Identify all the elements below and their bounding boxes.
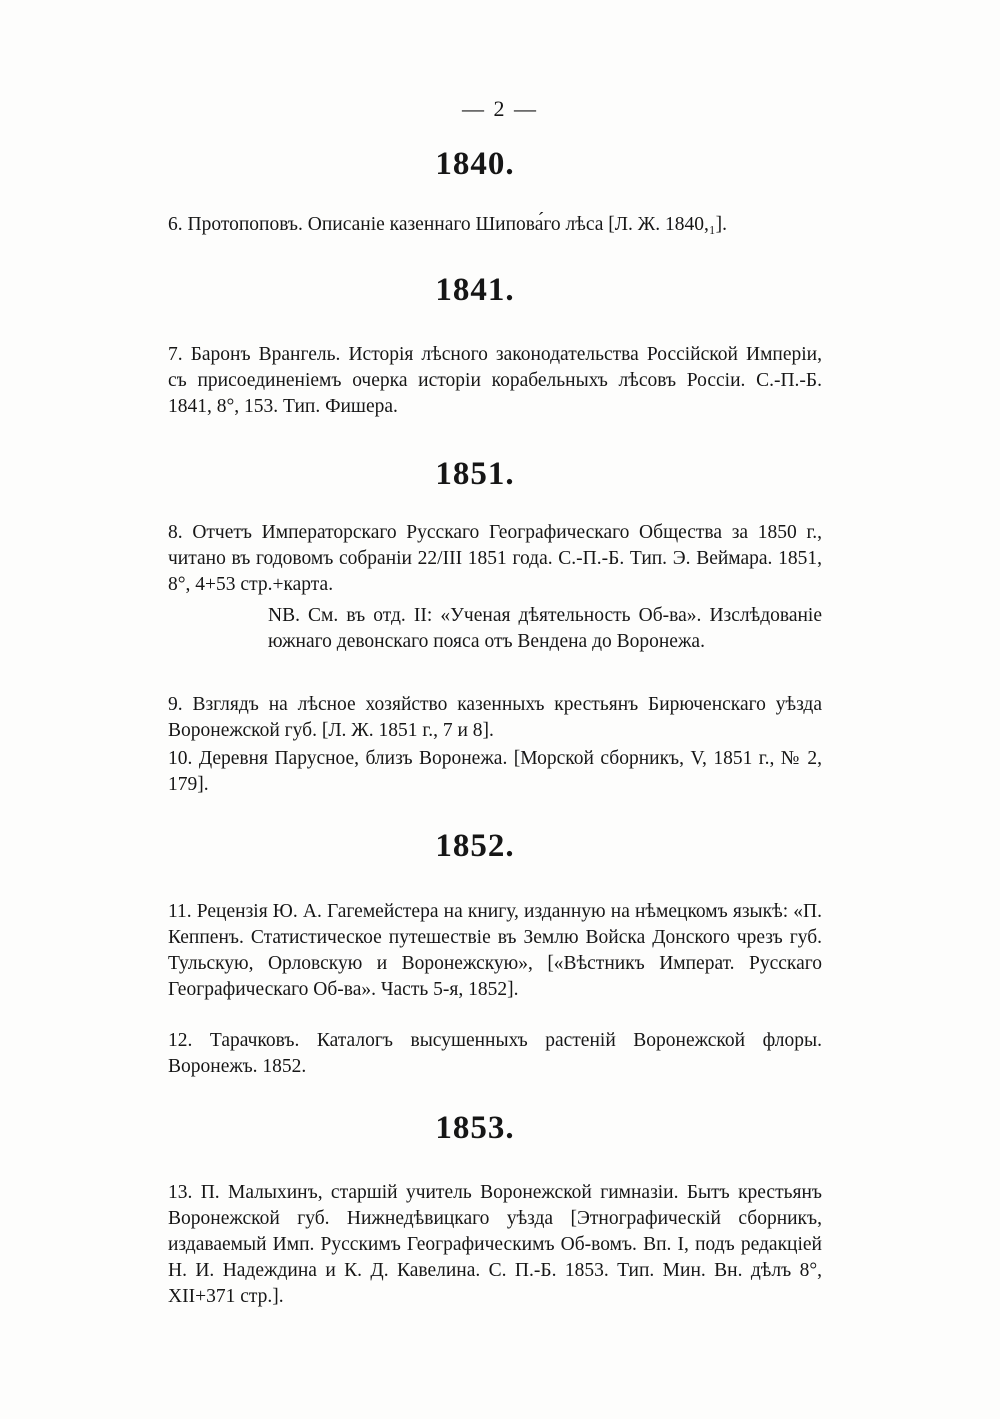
page-number: — 2 —: [462, 96, 538, 121]
year-heading-1840: 1840.: [435, 146, 515, 182]
year-heading-1841: 1841.: [435, 272, 515, 308]
bibliography-entry-9: 9. Взглядъ на лѣсное хозяйство казенныхъ крестьянъ Бирюченскаго уѣзда Воронежской губ. [Л. Ж. 1851 г., 7 и 8].: [168, 694, 822, 741]
bibliography-entry-7: 7. Баронъ Врангель. Исторія лѣсного законодательства Россійской Имперіи, съ присоединеніемъ очерка исторіи корабельныхъ лѣсовъ Россіи. С.-П.-Б. 1841, 8°, 153. Тип. Фишера.: [168, 344, 822, 417]
bibliography-note-nb: NB. См. въ отд. II: «Ученая дѣятельность Об-ва». Изслѣдованіе южнаго девонскаго пояса отъ Вендена до Воронежа.: [268, 605, 822, 652]
bibliography-entry-11: 11. Рецензія Ю. А. Гагемейстера на книгу, изданную на нѣмецкомъ языкѣ: «П. Кеппенъ. Статистическое путешествіе въ Землю Войска Донского чрезъ губ. Тульскую, Орловскую и Воронежскую», [«Вѣстникъ Императ. Русскаго Географическаго Об-ва». Часть 5-я, 1852].: [168, 901, 822, 1000]
bibliography-entry-13: 13. П. Малыхинъ, старшій учитель Воронежской гимназіи. Бытъ крестьянъ Воронежской губ. Нижнедѣвицкаго уѣзда [Этнографическій сборникъ, издаваемый Имп. Русскимъ Географическимъ Об-вомъ. Вп. I, подъ редакціей Н. И. Надеждина и К. Д. Кавелина. С. П.-Б. 1853. Тип. Мин. Вн. дѣлъ 8°, XII+371 стр.].: [168, 1182, 822, 1307]
year-heading-1852: 1852.: [435, 828, 515, 864]
bibliography-entry-12: 12. Тарачковъ. Каталогъ высушенныхъ растеній Воронежской флоры. Воронежъ. 1852.: [168, 1030, 822, 1077]
year-heading-1851: 1851.: [435, 456, 515, 492]
bibliography-entry-6: 6. Протопоповъ. Описаніе казеннаго Шипова́го лѣса [Л. Ж. 1840,₁].: [168, 214, 728, 235]
bibliography-entry-8: 8. Отчетъ Императорскаго Русскаго Географическаго Общества за 1850 г., читано въ годовомъ собраніи 22/III 1851 года. С.-П.-Б. Тип. Э. Веймара. 1851, 8°, 4+53 стр.+карта.: [168, 522, 822, 595]
bibliography-entry-10: 10. Деревня Парусное, близъ Воронежа. [Морской сборникъ, V, 1851 г., № 2, 179].: [168, 748, 822, 795]
year-heading-1853: 1853.: [435, 1110, 515, 1146]
